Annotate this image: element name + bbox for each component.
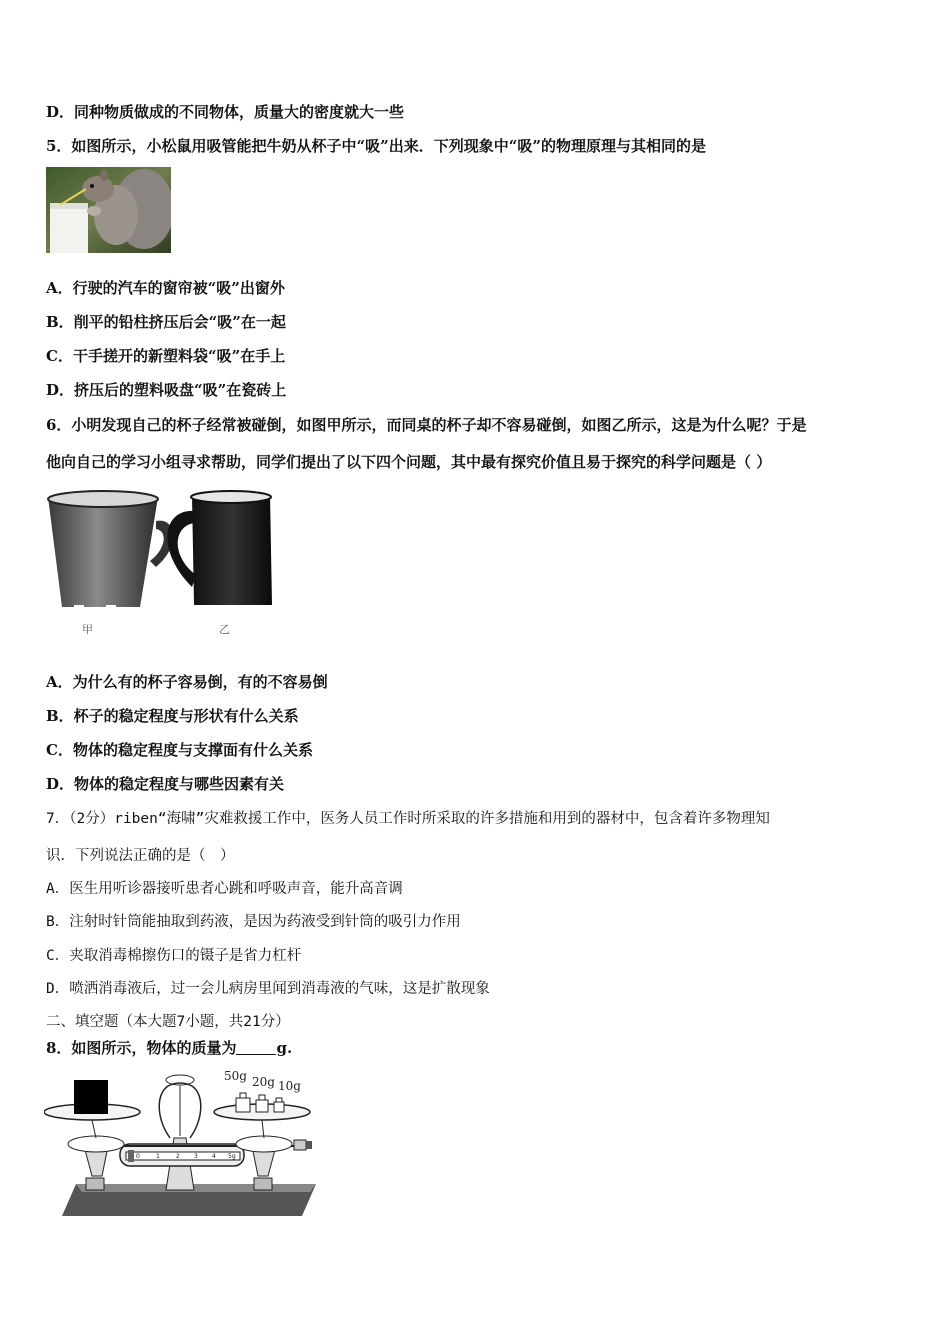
q6-stem-line1: 6．小明发现自己的杯子经常被碰倒，如图甲所示，而同桌的杯子却不容易碰倒，如图乙所示，这是为什么呢？于是 [46,416,807,434]
weight-label-10g: 10g [278,1079,301,1093]
scale-tick-2: 2 [176,1153,180,1160]
q6-stem-line2: 他向自己的学习小组寻求帮助，同学们提出了以下四个问题，其中最有探究价值且易于探究的科学问题是（ ） [46,453,772,471]
q8-stem-before: 8．如图所示，物体的质量为 [46,1039,237,1057]
q8-stem-after: g. [276,1039,293,1057]
cup-label-jia: 甲 [82,623,93,636]
scale-tick-1: 1 [156,1153,160,1160]
answer-blank [236,1040,276,1055]
q6-option-a: A．为什么有的杯子容易倒，有的不容易倒 [46,673,328,691]
q5-option-c: C．干手搓开的新塑料袋“吸”在手上 [46,347,286,365]
q7-option-a: A．医生用听诊器接听患者心跳和呼吸声音，能升高音调 [46,881,403,897]
q6-option-b: B．杯子的稳定程度与形状有什么关系 [46,707,299,725]
q7-option-c: C．夹取消毒棉擦伤口的镊子是省力杠杆 [46,948,302,964]
q7-option-d: D．喷洒消毒液后，过一会儿病房里闻到消毒液的气味，这是扩散现象 [46,981,490,997]
weight-label-20g: 20g [252,1075,275,1089]
q7-stem-line2: 识．下列说法正确的是（ ） [46,848,235,864]
scale-tick-5: 5g [228,1153,236,1160]
scale-tick-3: 3 [194,1153,198,1160]
q5-option-b: B．削平的铅柱挤压后会“吸”在一起 [46,313,286,331]
cups-image [44,487,274,642]
q4-option-d: D．同种物质做成的不同物体，质量大的密度就大一些 [46,103,405,121]
q7-stem-line1: 7．（2分）riben“海啸”灾难救援工作中，医务人员工作时所采取的许多措施和用到的器材中，包含着许多物理知 [46,811,770,827]
weight-label-50g: 50g [224,1069,247,1083]
q5-stem: 5．如图所示，小松鼠用吸管能把牛奶从杯子中“吸”出来．下列现象中“吸”的物理原理与其相同的是 [46,137,706,155]
q8-stem [46,1038,292,1058]
q6-option-c: C．物体的稳定程度与支撑面有什么关系 [46,741,313,759]
balance-scale-image [44,1066,334,1234]
q6-option-d: D．物体的稳定程度与哪些因素有关 [46,775,285,793]
scale-tick-0: 0 [136,1153,140,1160]
section-heading: 二、填空题（本大题7小题，共21分） [46,1014,290,1030]
q7-option-b: B．注射时针筒能抽取到药液，是因为药液受到针筒的吸引力作用 [46,914,461,930]
squirrel-drinking-milk-image [46,167,171,253]
q5-option-a: A．行驶的汽车的窗帘被“吸”出窗外 [46,279,285,297]
q5-option-d: D．挤压后的塑料吸盘“吸”在瓷砖上 [46,381,287,399]
cup-label-yi: 乙 [219,623,230,636]
scale-tick-4: 4 [212,1153,216,1160]
